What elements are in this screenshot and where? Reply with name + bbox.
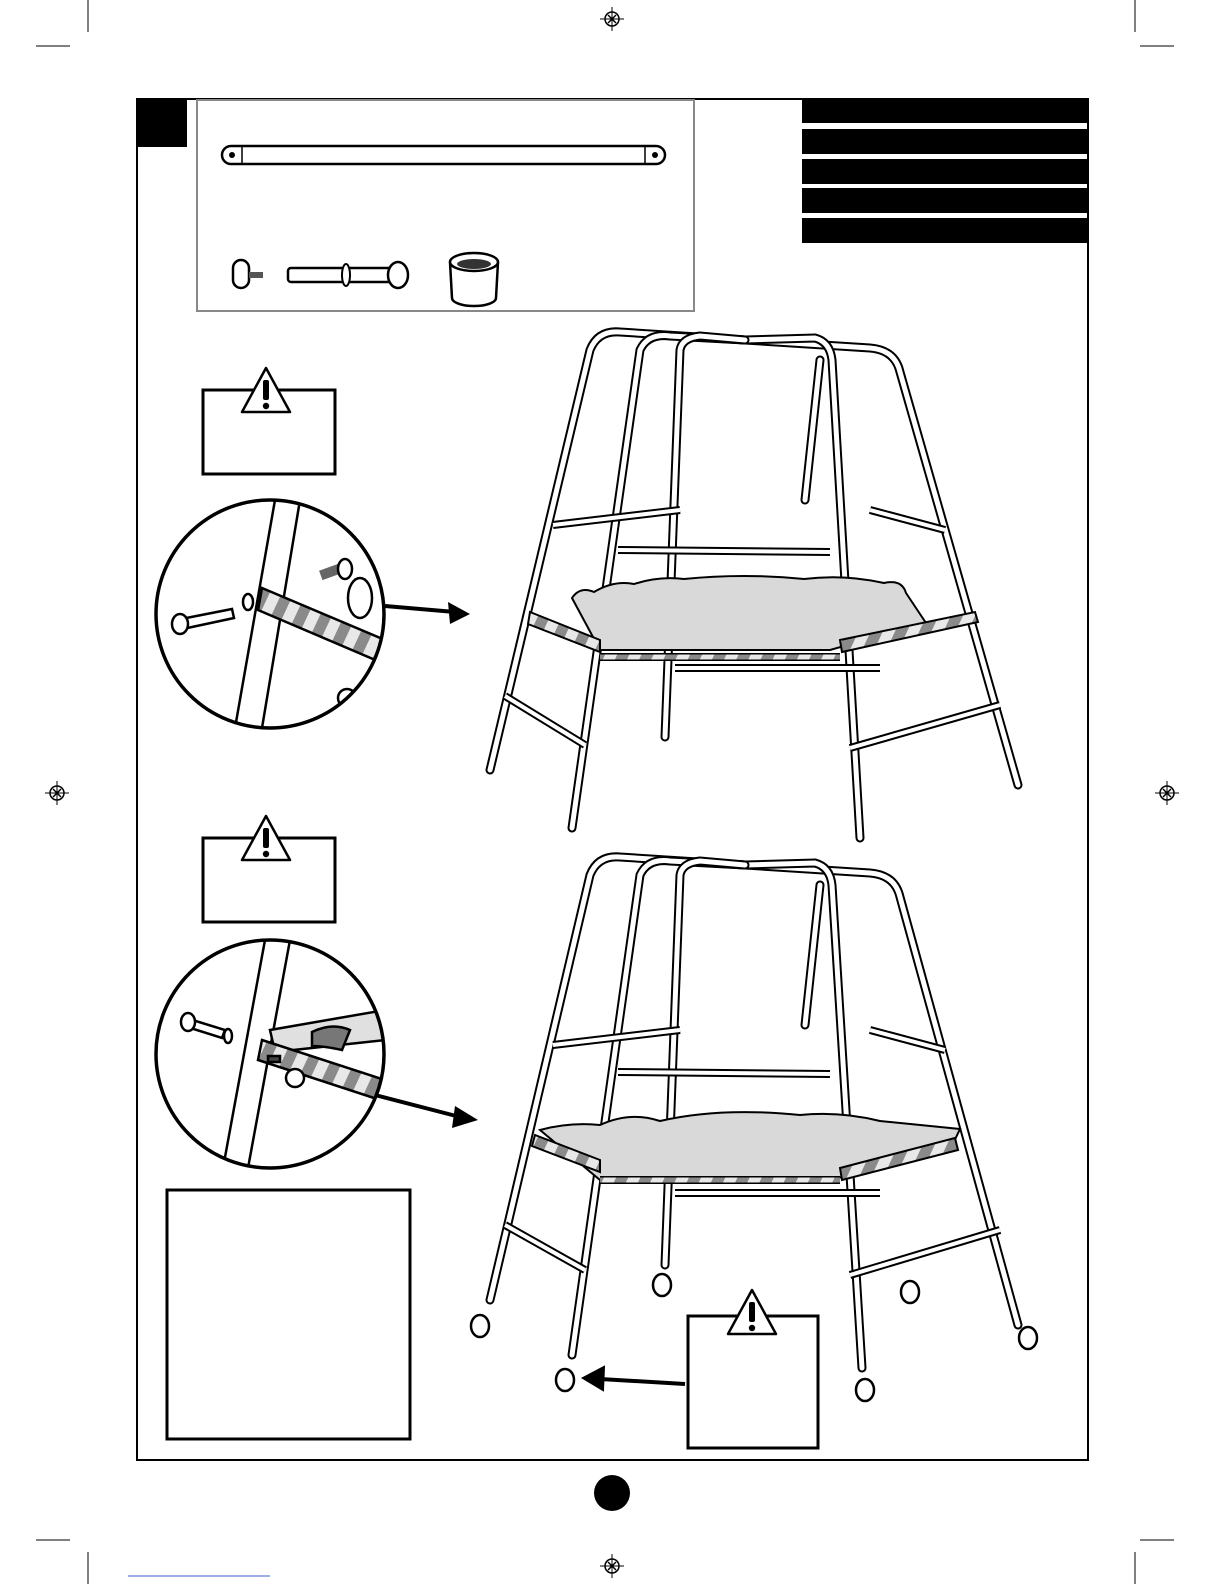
warning-triangle-icon (728, 1290, 776, 1334)
bar-tube-part (222, 146, 665, 164)
registration-mark-bottom (600, 1554, 624, 1578)
parts-box (197, 100, 694, 311)
registration-mark-right (1155, 781, 1179, 805)
registration-mark-top (600, 7, 624, 31)
page-number-badge (594, 1475, 630, 1511)
frame-assembly-view-1 (490, 332, 1018, 838)
language-bars (802, 99, 1088, 243)
warning-box-1 (203, 368, 335, 474)
step-number-box (137, 99, 187, 147)
detail-circle-mat-bar-attach (156, 500, 470, 728)
warning-box-3 (688, 1290, 818, 1448)
detail-circle-pin-insert (156, 940, 478, 1168)
warning-box-2 (203, 816, 335, 922)
note-box (167, 1190, 410, 1439)
foot-cap-part (450, 253, 498, 306)
registration-mark-left (45, 781, 69, 805)
